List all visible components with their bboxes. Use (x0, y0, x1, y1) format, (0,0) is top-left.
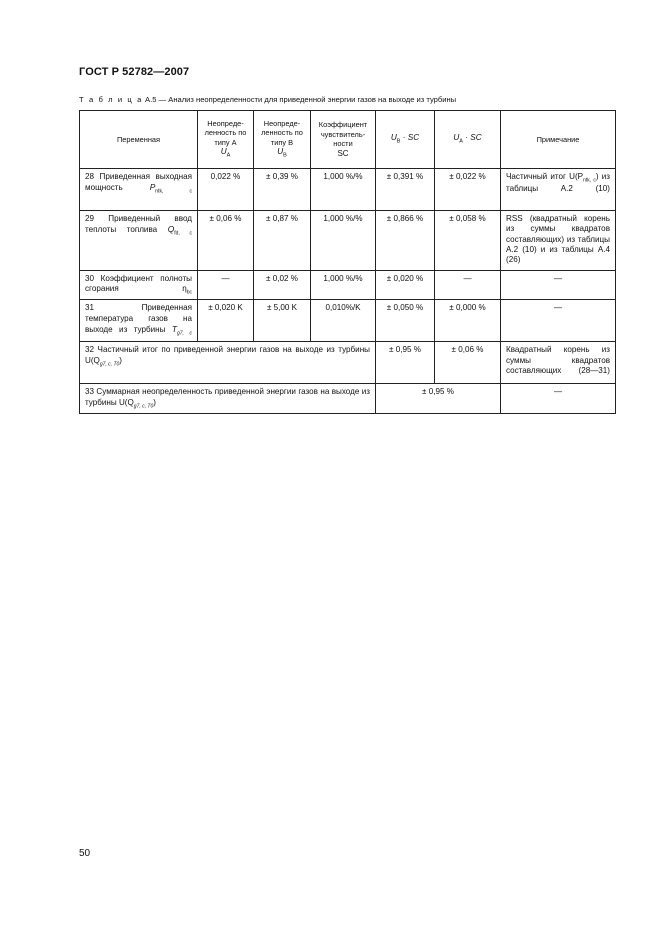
page-number: 50 (79, 848, 91, 859)
table-row (80, 300, 616, 342)
cell-variable: 32 Частичный итог по приведенной энергии газов на выходе из турбины $U(Q_{g7, c, T0})$ (80, 342, 376, 384)
cell-ub-sc: ± 0,866 % (376, 211, 435, 271)
cell-type-a: ± 0,06 % (198, 211, 254, 271)
cell-note: RSS (квадратный корень из суммы квадратов составляющих) из таблицы А.2 (10) и из таблицы А.4 (26) (501, 211, 616, 271)
col-header-sensitivity: Коэффициент чувствитель-ности SC (311, 111, 376, 169)
cell-note: — (501, 384, 616, 413)
col-header-ub-sc: $U_B$ · SC (376, 111, 435, 169)
cell-type-a: 0,022 % (198, 169, 254, 211)
table-header-row (80, 111, 616, 169)
col-header-variable: Переменная (80, 111, 198, 169)
cell-ub-sc: ± 0,050 % (376, 300, 435, 342)
cell-ub-sc: ± 0,020 % (376, 271, 435, 300)
cell-ua-sc: ± 0,06 % (435, 342, 501, 384)
table-row (80, 169, 616, 211)
table-caption-text: А.5 — Анализ неопределенности для приведенной энергии газов на выходе из турбины (145, 95, 457, 104)
cell-note: Квадратный корень из суммы квадратов составляющих (28—31) (501, 342, 616, 384)
table-row (80, 342, 616, 384)
table-row (80, 271, 616, 300)
table-row (80, 384, 616, 413)
cell-type-b: ± 0,02 % (254, 271, 311, 300)
cell-type-b: ± 0,39 % (254, 169, 311, 211)
cell-ua-sc: ± 0,000 % (435, 300, 501, 342)
cell-sensitivity: 0,010%/K (311, 300, 376, 342)
cell-note: Частичный итог $U(P_{ntk, c})$ из таблицы А.2 (10) (501, 169, 616, 211)
cell-variable: 33 Суммарная неопределенность приведенной энергии газов на выходе из турбины $U(Q_{g7, c, T0})$ (80, 384, 376, 413)
cell-ua-sc: ± 0,058 % (435, 211, 501, 271)
cell-total: ± 0,95 % (376, 384, 501, 413)
cell-sensitivity: 1,000 %/% (311, 211, 376, 271)
uncertainty-table (79, 110, 616, 414)
cell-note: — (501, 271, 616, 300)
col-header-type-b: Неопреде-ленность по типу В $U_B$ (254, 111, 311, 169)
cell-ub-sc: ± 0,391 % (376, 169, 435, 211)
cell-type-b: ± 0,87 % (254, 211, 311, 271)
cell-note: — (501, 300, 616, 342)
cell-ub-sc: ± 0,95 % (376, 342, 435, 384)
cell-type-a: — (198, 271, 254, 300)
table-row (80, 211, 616, 271)
col-header-ua-sc: $U_A$ · SC (435, 111, 501, 169)
cell-variable: 30 Коэффициент полноты сгорания $\eta_{bc}$ (80, 271, 198, 300)
cell-variable: 28 Приведенная выходная мощность $P_{ntk, c}$ (80, 169, 198, 211)
cell-ua-sc: — (435, 271, 501, 300)
cell-variable: 31 Приведенная температура газов на выходе из турбины $T_{g7, c}$ (80, 300, 198, 342)
cell-sensitivity: 1,000 %/% (311, 271, 376, 300)
table-caption-label: Т а б л и ц а (79, 95, 143, 104)
col-header-type-a: Неопреде-ленность по типу А $U_A$ (198, 111, 254, 169)
cell-sensitivity: 1,000 %/% (311, 169, 376, 211)
table-caption (79, 95, 619, 104)
cell-type-a: ± 0,020 K (198, 300, 254, 342)
cell-variable: 29 Приведенный ввод теплоты топлива $Q_{fd, c}$ (80, 211, 198, 271)
cell-type-b: ± 5,00 K (254, 300, 311, 342)
cell-ua-sc: ± 0,022 % (435, 169, 501, 211)
document-header: ГОСТ Р 52782—2007 (79, 66, 190, 78)
col-header-note: Примечание (501, 111, 616, 169)
